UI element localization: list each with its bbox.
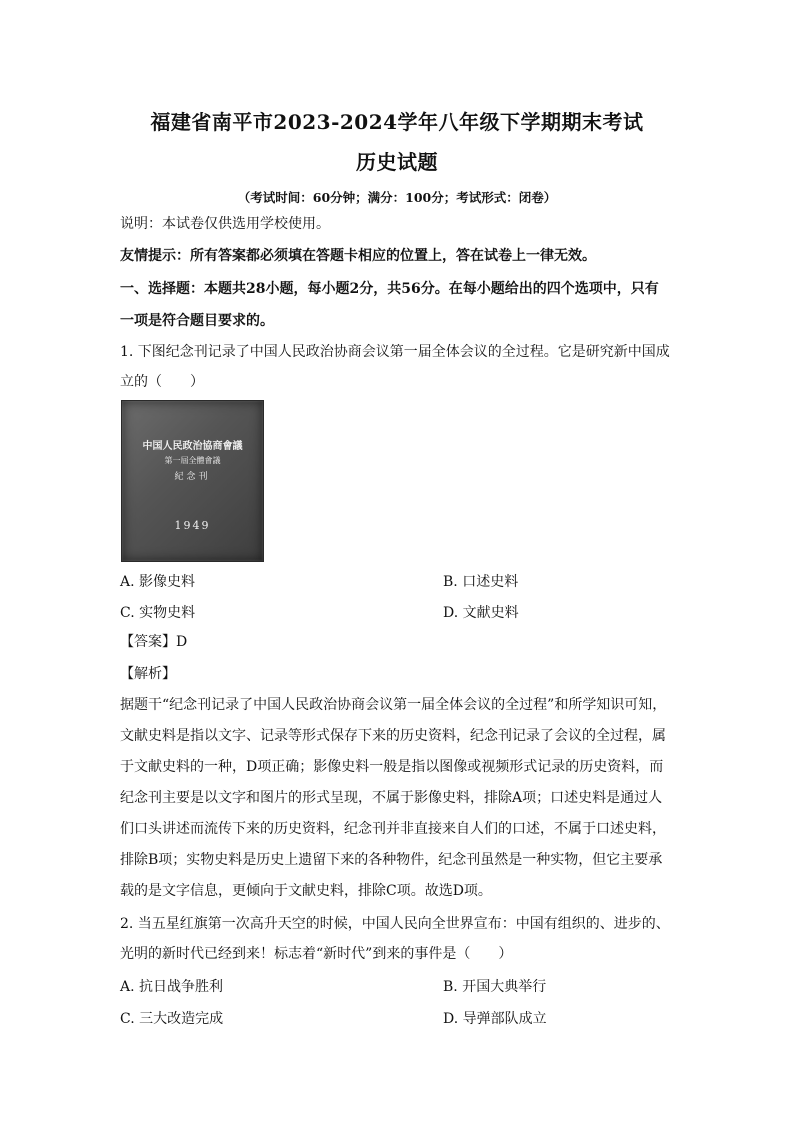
- q2-option-c: C. 三大改造完成: [120, 1011, 224, 1027]
- booklet-year: 1949: [174, 519, 211, 532]
- analysis-line: 载的是文字信息，更倾向于文献史料，排除C项。故选D项。: [120, 883, 492, 899]
- analysis-line: 们口头讲述而流传下来的历史资料，纪念刊并非直接来自人们的口述，不属于口述史料，: [120, 821, 666, 837]
- commemorative-booklet-image: [121, 400, 264, 562]
- q1-option-d: D. 文献史料: [443, 605, 519, 621]
- q2-option-b: B. 开国大典举行: [443, 979, 547, 995]
- q1-stem-line1: 1. 下图纪念刊记录了中国人民政治协商会议第一届全体会议的全过程。它是研究新中国成: [120, 344, 670, 360]
- q2-stem-line1: 2. 当五星红旗第一次高升天空的时候，中国人民向全世界宣布：中国有组织的、进步的、: [120, 916, 670, 932]
- q2-stem-line2: 光明的新时代已经到来！标志着“新时代”到来的事件是（ ）: [120, 946, 513, 962]
- exam-title: 福建省南平市2023-2024学年八年级下学期期末考试: [150, 110, 644, 134]
- q1-option-c: C. 实物史料: [120, 605, 196, 621]
- booklet-title-line3: 紀念刊: [174, 472, 211, 482]
- q2-option-a: A. 抗日战争胜利: [120, 979, 224, 995]
- q1-answer: 【答案】D: [120, 634, 188, 650]
- q1-option-a: A. 影像史料: [120, 574, 196, 590]
- section-heading-line2: 一项是符合题目要求的。: [120, 313, 274, 329]
- analysis-line: 文献史料是指以文字、记录等形式保存下来的历史资料，纪念刊记录了会议的全过程，属: [120, 728, 666, 744]
- analysis-line: 纪念刊主要是以文字和图片的形式呈现，不属于影像史料，排除A项；口述史料是通过人: [120, 790, 663, 806]
- analysis-line: 排除B项；实物史料是历史上遗留下来的各种物件，纪念刊虽然是一种实物，但它主要承: [120, 852, 663, 868]
- section-heading-line1: 一、选择题：本题共28小题，每小题2分，共56分。在每小题给出的四个选项中，只有: [120, 281, 659, 297]
- q2-option-d: D. 导弹部队成立: [443, 1011, 547, 1027]
- explanation-note: 说明：本试卷仅供选用学校使用。: [120, 216, 330, 232]
- tip-note: 友情提示：所有答案都必须填在答题卡相应的位置上，答在试卷上一律无效。: [120, 248, 596, 264]
- exam-info: （考试时间：60分钟；满分：100分；考试形式：闭卷）: [237, 190, 557, 205]
- subject-title: 历史试题: [356, 150, 438, 174]
- q1-stem-line2: 立的（ ）: [120, 374, 204, 390]
- q1-option-b: B. 口述史料: [443, 574, 519, 590]
- booklet-title-line1: 中国人民政治協商會議: [142, 441, 243, 452]
- booklet-title-line2: 第一屆全體會議: [164, 456, 221, 465]
- q1-analysis-label: 【解析】: [120, 666, 176, 682]
- analysis-line: 据题干“纪念刊记录了中国人民政治协商会议第一届全体会议的全过程”和所学知识可知，: [120, 697, 667, 713]
- analysis-line: 于文献史料的一种，D项正确；影像史料一般是指以图像或视频形式记录的历史资料，而: [120, 759, 664, 775]
